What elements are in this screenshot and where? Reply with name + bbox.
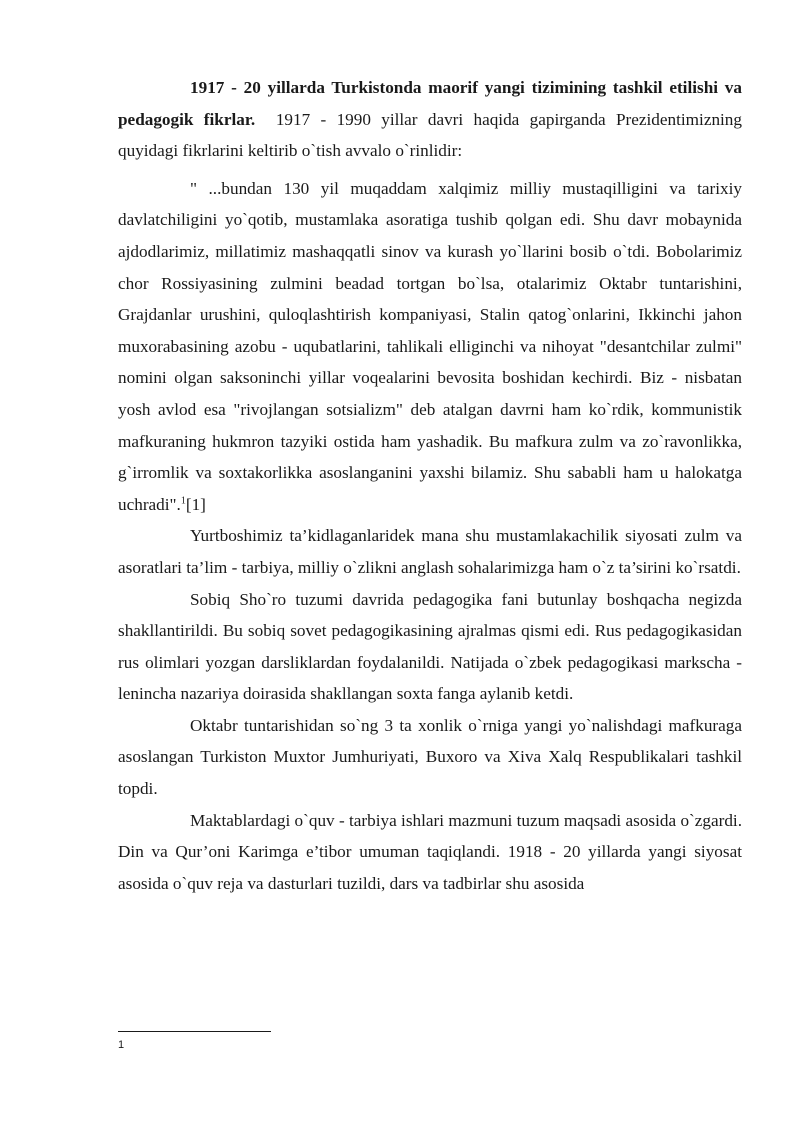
quote-citation: [1] [185, 494, 206, 514]
body-paragraph: Maktablardagi o`quv - tarbiya ishlari mazmuni tuzum maqsadi asosida o`zgardi. Din va Qur’oni Karimga e’tibor umuman taqiqlandi. 1918 - 20 yillarda yangi siyosat asosida o`quv reja va dasturlari tuzildi, dars va tadbirlar shu asosida [118, 810, 742, 893]
opening-paragraph [118, 72, 742, 167]
section-heading: 1917 - 20 yillarda Turkistonda maorif yangi tizimining tashkil etilishi va pedagogik fikrlar. [118, 78, 742, 129]
quote-text: " ...bundan 130 yil muqaddam xalqimiz milliy mustaqilligini va tarixiy davlatchiligini yo`qotib, mustamlaka asoratiga tushib qolgan edi. Shu davr mobaynida ajdodlarimiz, millatimiz mashaqqatli sinov va kurash yo`llarini bosib o`tdi. Bobolarimiz chor Rossiyasining zulmini beadad tortgan bo`lsa, otalarimiz Oktabr tuntarishini, Grajdanlar urushini, quloqlashtirish kompaniyasi, Stalin qatog`onlarini, Ikkinchi jahon muxorabasining azobu - uqubatlarini, tahlikali elliginchi va nihoyat "desantchilar zulmi" nomini olgan saksoninchi yillar voqealarini bevosita boshidan kechirdi. Biz - nisbatan yosh avlod esa "rivojlangan sotsializm" deb atalgan davrni ham ko`rdik, kommunistik mafkuraning hukmron tazyiki ostida ham yashadik. Bu mafkura zulm va zo`ravonlikka, g`irromlik va soxtakorlikka asoslanganini yaxshi bilamiz. Shu sababli ham u halokatga uchradi". [118, 178, 742, 514]
quote-paragraph [118, 173, 742, 521]
document-body [118, 72, 742, 899]
footnote-reference[interactable]: 1 [180, 494, 186, 506]
intro-text: 1917 - 1990 yillar davri haqida gapirganda Prezidentimizning quyidagi fikrlarini keltirib o`tish avvalo o`rinlidir: [118, 109, 742, 161]
footnote-separator [118, 1031, 271, 1032]
body-paragraph: Sobiq Sho`ro tuzumi davrida pedagogika fani butunlay boshqacha negizda shakllantirildi. Bu sobiq sovet pedagogikasining ajralmas qismi edi. Rus pedagogikasidan rus olimlari yozgan darsliklardan foydalanildi. Natijada o`zbek pedagogikasi markscha - lenincha nazariya doirasida shakllangan soxta fanga aylanib ketdi. [118, 589, 742, 704]
footnote-number: 1 [118, 1039, 125, 1051]
body-paragraph: Yurtboshimiz ta’kidlaganlaridek mana shu mustamlakachilik siyosati zulm va asoratlari ta’lim - tarbiya, milliy o`zlikni anglash sohalarimizga ham o`z ta’sirini ko`rsatdi. [118, 526, 742, 577]
body-paragraph: Oktabr tuntarishidan so`ng 3 ta xonlik o`rniga yangi yo`nalishdagi mafkuraga asoslangan Turkiston Muxtor Jumhuriyati, Buxoro va Xiva Xalq Respublikalari tashkil topdi. [118, 715, 742, 799]
